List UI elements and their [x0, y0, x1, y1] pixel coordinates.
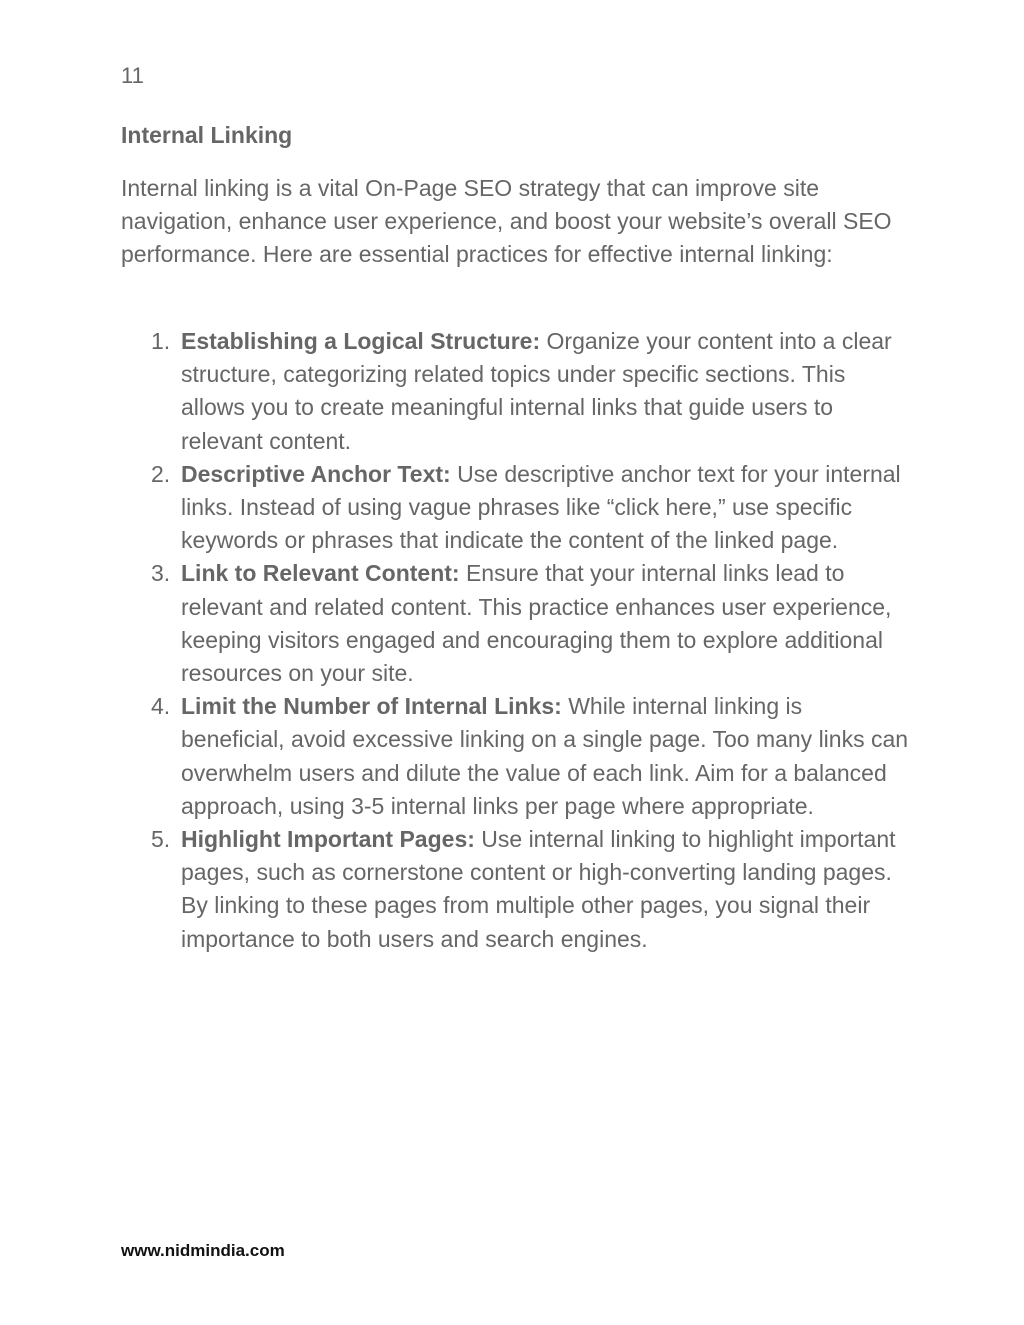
list-item-number: 4.	[151, 693, 171, 720]
list-item-title: Descriptive Anchor Text:	[181, 460, 451, 487]
list-item-body: Use internal linking to highlight important pages, such as cornerstone content or high-converting landing pages. By linking to these pages from multiple other pages, you signal their importance to both users and search engines.	[181, 826, 896, 952]
list-item-number: 2.	[151, 460, 171, 487]
list-item-body: While internal linking is beneficial, avoid excessive linking on a single page. Too many links can overwhelm users and dilute the value of each link. Aim for a balanced approach, using 3-5 internal links per page where appropriate.	[181, 693, 909, 819]
list-item-number: 5.	[151, 826, 171, 853]
list-item-body: Ensure that your internal links lead to relevant and related content. This practice enhances user experience, keeping visitors engaged and encouraging them to explore additional resources on your site.	[181, 560, 892, 687]
list-item-title: Highlight Important Pages:	[181, 826, 475, 853]
list-item	[121, 458, 911, 558]
list-item-title: Link to Relevant Content:	[181, 560, 460, 587]
intro-paragraph: Internal linking is a vital On-Page SEO strategy that can improve site navigation, enhance user experience, and boost your website’s overall SEO performance. Here are essential practices for effective internal linking:	[121, 175, 892, 268]
list-item	[121, 325, 911, 458]
list-item-body: Use descriptive anchor text for your internal links. Instead of using vague phrases like “click here,” use specific keywords or phrases that indicate the content of the linked page.	[181, 460, 901, 554]
list-item-title: Establishing a Logical Structure:	[181, 328, 541, 354]
list-item	[121, 690, 911, 823]
list-item-number: 1.	[151, 328, 171, 354]
practice-list	[121, 325, 911, 956]
footer-url: www.nidmindia.com	[121, 1241, 285, 1260]
list-item-number: 3.	[151, 560, 171, 587]
list-item-title: Limit the Number of Internal Links:	[181, 693, 562, 720]
list-item	[121, 557, 911, 690]
list-item-body: Organize your content into a clear structure, categorizing related topics under specific sections. This allows you to create meaningful internal links that guide users to relevant content.	[181, 328, 892, 454]
page-number: 11	[121, 63, 144, 88]
list-item	[121, 823, 911, 956]
section-heading: Internal Linking	[121, 122, 293, 148]
